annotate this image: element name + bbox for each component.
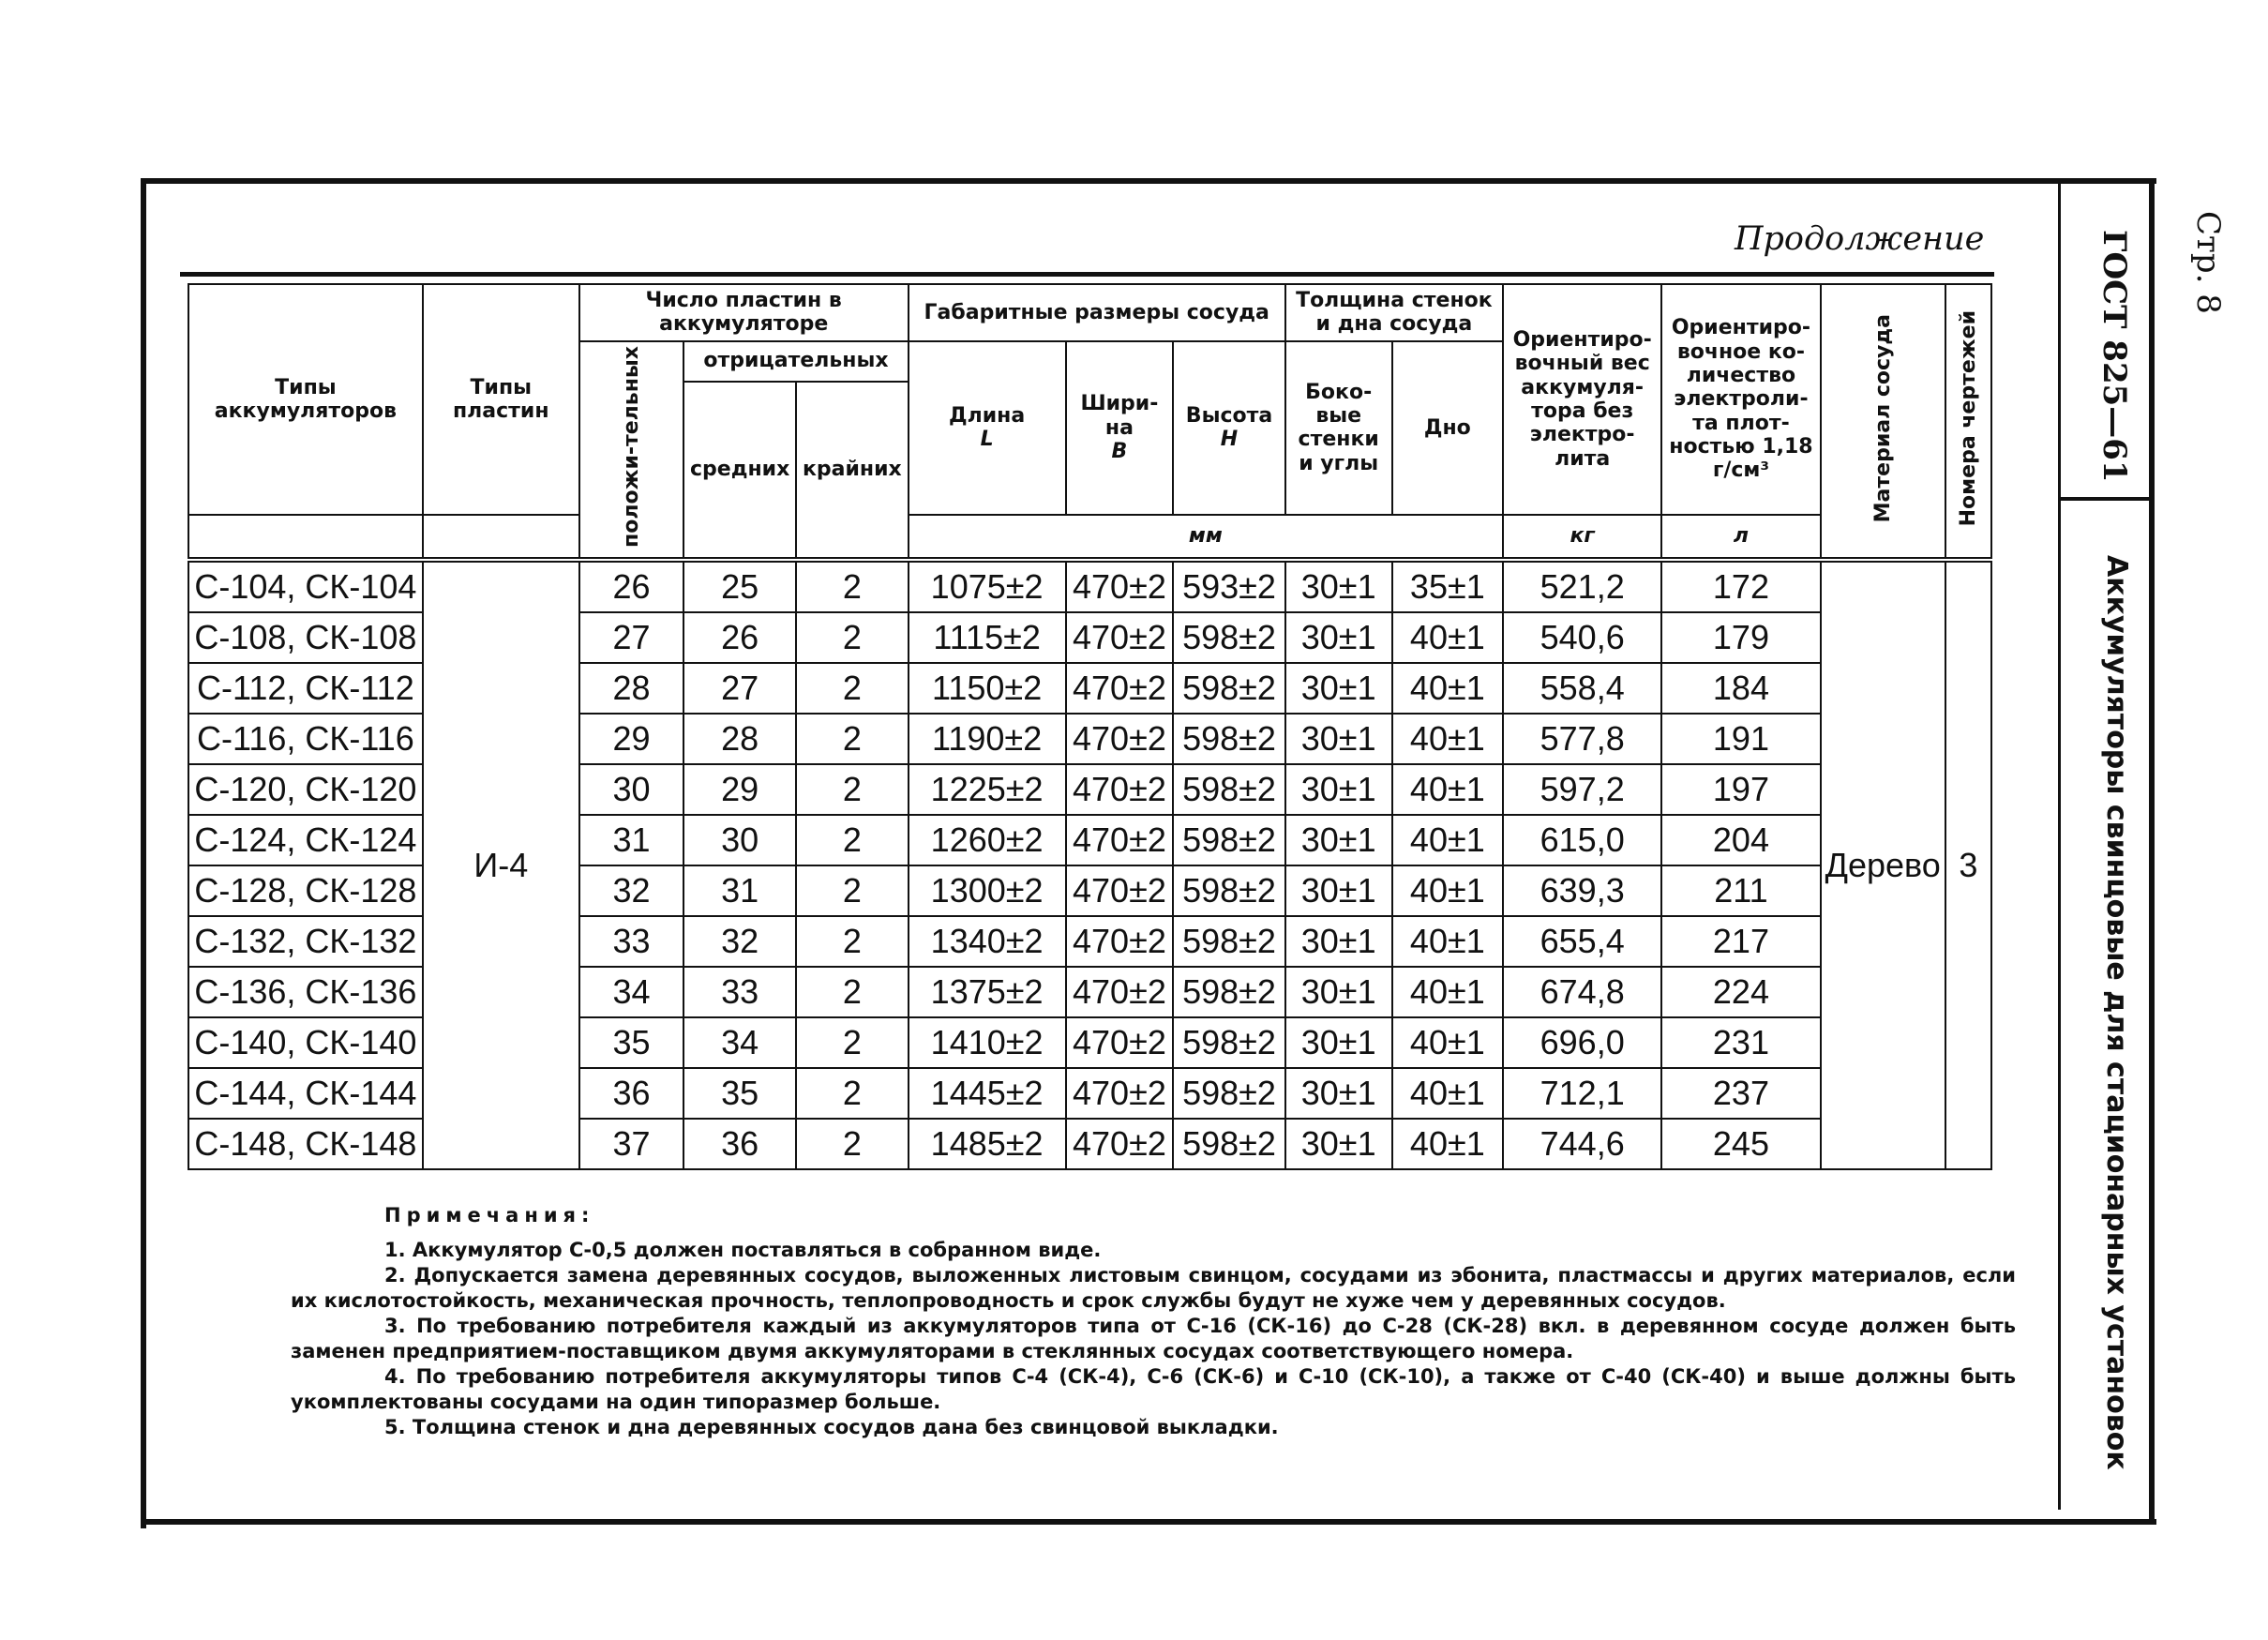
side-walls-cell: 30±1	[1285, 612, 1392, 663]
bottom-cell: 40±1	[1392, 714, 1503, 764]
batteries-table	[188, 283, 1992, 1170]
weight-cell: 521,2	[1503, 560, 1661, 612]
weight-cell: 540,6	[1503, 612, 1661, 663]
positive-cell: 32	[579, 865, 684, 916]
battery-type-cell: С-124, СК-124	[188, 815, 423, 865]
side-walls-cell: 30±1	[1285, 560, 1392, 612]
notes-section	[291, 1203, 2016, 1440]
electrolyte-cell: 217	[1661, 916, 1820, 967]
header-material	[1821, 284, 1945, 560]
bottom-cell: 40±1	[1392, 916, 1503, 967]
battery-type-cell: С-136, СК-136	[188, 967, 423, 1017]
outer-cell: 2	[796, 1017, 909, 1068]
frame-bottom-line	[141, 1519, 2156, 1525]
length-cell: 1260±2	[909, 815, 1066, 865]
positive-cell: 29	[579, 714, 684, 764]
electrolyte-cell: 184	[1661, 663, 1820, 714]
bottom-cell: 40±1	[1392, 865, 1503, 916]
weight-cell: 639,3	[1503, 865, 1661, 916]
middle-cell: 35	[683, 1068, 796, 1119]
middle-cell: 29	[683, 764, 796, 815]
electrolyte-cell: 172	[1661, 560, 1820, 612]
bottom-cell: 40±1	[1392, 663, 1503, 714]
outer-cell: 2	[796, 916, 909, 967]
length-cell: 1150±2	[909, 663, 1066, 714]
battery-type-cell: С-140, СК-140	[188, 1017, 423, 1068]
weight-cell: 712,1	[1503, 1068, 1661, 1119]
height-cell: 598±2	[1173, 1119, 1284, 1169]
note-item: 1. Аккумулятор С-0,5 должен поставляться в собранном виде.	[384, 1239, 1102, 1261]
header-middle: средних	[683, 382, 796, 560]
header-dimensions: Габаритные размеры сосуда	[909, 284, 1285, 341]
length-cell: 1375±2	[909, 967, 1066, 1017]
header-drawing-text: Номера чертежей	[1956, 309, 1980, 526]
length-cell: 1340±2	[909, 916, 1066, 967]
header-units-row	[188, 515, 1991, 560]
document-subtitle: Аккумуляторы свинцовые для стационарных установок	[2100, 555, 2133, 1470]
frame-right-line	[2149, 178, 2155, 1525]
weight-cell: 577,8	[1503, 714, 1661, 764]
positive-cell: 31	[579, 815, 684, 865]
table-row	[188, 560, 1991, 612]
bottom-cell: 40±1	[1392, 1119, 1503, 1169]
height-cell: 598±2	[1173, 1068, 1284, 1119]
header-length	[909, 341, 1066, 515]
header-bottom: Дно	[1392, 341, 1503, 515]
outer-cell: 2	[796, 1068, 909, 1119]
positive-cell: 33	[579, 916, 684, 967]
header-battery-types: Типы аккумуляторов	[188, 284, 423, 515]
electrolyte-cell: 224	[1661, 967, 1820, 1017]
width-cell: 470±2	[1066, 663, 1174, 714]
drawing-cell: 3	[1945, 560, 1991, 1169]
side-walls-cell: 30±1	[1285, 815, 1392, 865]
middle-cell: 33	[683, 967, 796, 1017]
width-cell: 470±2	[1066, 1119, 1174, 1169]
header-height	[1173, 341, 1284, 515]
width-cell: 470±2	[1066, 612, 1174, 663]
note-item: 5. Толщина стенок и дна деревянных сосудов дана без свинцовой выкладки.	[384, 1416, 1279, 1438]
positive-cell: 26	[579, 560, 684, 612]
header-width	[1066, 341, 1174, 515]
length-cell: 1075±2	[909, 560, 1066, 612]
width-cell: 470±2	[1066, 916, 1174, 967]
middle-cell: 30	[683, 815, 796, 865]
width-cell: 470±2	[1066, 764, 1174, 815]
weight-cell: 615,0	[1503, 815, 1661, 865]
bottom-cell: 40±1	[1392, 967, 1503, 1017]
material-cell: Дерево	[1821, 560, 1945, 1169]
positive-cell: 27	[579, 612, 684, 663]
weight-cell: 655,4	[1503, 916, 1661, 967]
page-number: Стр. 8	[2189, 211, 2227, 314]
header-width-symbol: B	[1111, 439, 1128, 463]
frame-left-line	[141, 178, 146, 1528]
weight-cell: 597,2	[1503, 764, 1661, 815]
notes-heading: Примечания:	[384, 1204, 595, 1226]
outer-cell: 2	[796, 865, 909, 916]
width-cell: 470±2	[1066, 815, 1174, 865]
units-empty-2	[423, 515, 579, 560]
bottom-cell: 40±1	[1392, 612, 1503, 663]
length-cell: 1410±2	[909, 1017, 1066, 1068]
electrolyte-cell: 237	[1661, 1068, 1820, 1119]
side-divider-line	[2058, 178, 2061, 1510]
battery-type-cell: С-144, СК-144	[188, 1068, 423, 1119]
length-cell: 1225±2	[909, 764, 1066, 815]
electrolyte-cell: 231	[1661, 1017, 1820, 1068]
note-item: 4. По требованию потребителя аккумуляторы типов С-4 (СК-4), С-6 (СК-6) и С-10 (СК-10), а также от С-40 (СК-40) и выше должны быть укомплектованы сосудами на один типоразмер больше.	[291, 1365, 2016, 1413]
header-height-symbol: H	[1220, 428, 1239, 452]
header-material-text: Материал сосуда	[1870, 313, 1895, 522]
length-cell: 1485±2	[909, 1119, 1066, 1169]
unit-kg: кг	[1503, 515, 1661, 560]
height-cell: 598±2	[1173, 714, 1284, 764]
outer-cell: 2	[796, 612, 909, 663]
height-cell: 598±2	[1173, 967, 1284, 1017]
width-cell: 470±2	[1066, 967, 1174, 1017]
header-length-label: Длина	[949, 403, 1026, 428]
middle-cell: 26	[683, 612, 796, 663]
header-row-1	[188, 284, 1991, 341]
height-cell: 593±2	[1173, 560, 1284, 612]
length-cell: 1445±2	[909, 1068, 1066, 1119]
header-outer: крайних	[796, 382, 909, 560]
header-positive	[579, 341, 684, 560]
battery-type-cell: С-132, СК-132	[188, 916, 423, 967]
note-item: 3. По требованию потребителя каждый из аккумуляторов типа от С-16 (СК-16) до С-28 (СК-28) вкл. в деревянном сосуде должен быть заменен предприятием-поставщиком двумя аккумуляторами в стеклянных сосудах соответствующего номера.	[291, 1315, 2016, 1362]
height-cell: 598±2	[1173, 1017, 1284, 1068]
height-cell: 598±2	[1173, 865, 1284, 916]
electrolyte-cell: 197	[1661, 764, 1820, 815]
positive-cell: 34	[579, 967, 684, 1017]
outer-cell: 2	[796, 1119, 909, 1169]
width-cell: 470±2	[1066, 1068, 1174, 1119]
electrolyte-cell: 211	[1661, 865, 1820, 916]
outer-cell: 2	[796, 764, 909, 815]
header-thickness: Толщина стенок и дна сосуда	[1285, 284, 1503, 341]
bottom-cell: 40±1	[1392, 1017, 1503, 1068]
positive-cell: 36	[579, 1068, 684, 1119]
middle-cell: 34	[683, 1017, 796, 1068]
battery-type-cell: С-104, СК-104	[188, 560, 423, 612]
header-plates-count: Число пластин в аккумуляторе	[579, 284, 909, 341]
electrolyte-cell: 245	[1661, 1119, 1820, 1169]
battery-type-cell: С-108, СК-108	[188, 612, 423, 663]
width-cell: 470±2	[1066, 714, 1174, 764]
table-top-rule	[180, 272, 1994, 277]
middle-cell: 25	[683, 560, 796, 612]
outer-cell: 2	[796, 967, 909, 1017]
bottom-cell: 35±1	[1392, 560, 1503, 612]
side-walls-cell: 30±1	[1285, 1068, 1392, 1119]
electrolyte-cell: 191	[1661, 714, 1820, 764]
outer-cell: 2	[796, 714, 909, 764]
width-cell: 470±2	[1066, 865, 1174, 916]
continuation-label: Продолжение	[1735, 220, 1985, 258]
unit-mm: мм	[909, 515, 1503, 560]
battery-type-cell: С-128, СК-128	[188, 865, 423, 916]
header-height-label: Высота	[1185, 403, 1273, 428]
electrolyte-cell: 179	[1661, 612, 1820, 663]
note-item: 2. Допускается замена деревянных сосудов, выложенных листовым свинцом, сосудами из эбонита, пластмассы и других материалов, если их кислотостойкость, механическая прочность, теплопроводность и срок службы будут не хуже чем у деревянных сосудов.	[291, 1264, 2016, 1312]
header-length-symbol: L	[980, 428, 994, 452]
battery-type-cell: С-112, СК-112	[188, 663, 423, 714]
units-empty-1	[188, 515, 423, 560]
header-weight: Ориентиро-вочный вес аккумуля-тора без электро-лита	[1503, 284, 1661, 515]
weight-cell: 674,8	[1503, 967, 1661, 1017]
positive-cell: 35	[579, 1017, 684, 1068]
electrolyte-cell: 204	[1661, 815, 1820, 865]
outer-cell: 2	[796, 560, 909, 612]
side-walls-cell: 30±1	[1285, 714, 1392, 764]
middle-cell: 36	[683, 1119, 796, 1169]
header-drawing-no	[1945, 284, 1991, 560]
positive-cell: 37	[579, 1119, 684, 1169]
frame-top-line	[141, 178, 2156, 184]
gost-standard-title: ГОСТ 825—61	[2095, 230, 2133, 483]
side-walls-cell: 30±1	[1285, 916, 1392, 967]
length-cell: 1115±2	[909, 612, 1066, 663]
positive-cell: 28	[579, 663, 684, 714]
weight-cell: 744,6	[1503, 1119, 1661, 1169]
side-walls-cell: 30±1	[1285, 865, 1392, 916]
side-walls-cell: 30±1	[1285, 764, 1392, 815]
side-walls-cell: 30±1	[1285, 967, 1392, 1017]
bottom-cell: 40±1	[1392, 1068, 1503, 1119]
weight-cell: 696,0	[1503, 1017, 1661, 1068]
header-negative: отрицательных	[683, 341, 908, 382]
middle-cell: 31	[683, 865, 796, 916]
height-cell: 598±2	[1173, 815, 1284, 865]
side-walls-cell: 30±1	[1285, 1017, 1392, 1068]
bottom-cell: 40±1	[1392, 764, 1503, 815]
middle-cell: 28	[683, 714, 796, 764]
bottom-cell: 40±1	[1392, 815, 1503, 865]
height-cell: 598±2	[1173, 663, 1284, 714]
width-cell: 470±2	[1066, 1017, 1174, 1068]
battery-type-cell: С-116, СК-116	[188, 714, 423, 764]
width-cell: 470±2	[1066, 560, 1174, 612]
side-walls-cell: 30±1	[1285, 663, 1392, 714]
header-width-label: Шири-на	[1080, 392, 1159, 440]
side-walls-cell: 30±1	[1285, 1119, 1392, 1169]
positive-cell: 30	[579, 764, 684, 815]
height-cell: 598±2	[1173, 764, 1284, 815]
middle-cell: 32	[683, 916, 796, 967]
header-plate-types: Типы пластин	[423, 284, 579, 515]
header-electrolyte: Ориентиро-вочное ко-личество электроли-та плот-ностью 1,18 г/см³	[1661, 284, 1820, 515]
battery-type-cell: С-148, СК-148	[188, 1119, 423, 1169]
height-cell: 598±2	[1173, 612, 1284, 663]
length-cell: 1190±2	[909, 714, 1066, 764]
outer-cell: 2	[796, 663, 909, 714]
length-cell: 1300±2	[909, 865, 1066, 916]
weight-cell: 558,4	[1503, 663, 1661, 714]
outer-cell: 2	[796, 815, 909, 865]
header-positive-text: положи-тельных	[619, 345, 643, 548]
battery-type-cell: С-120, СК-120	[188, 764, 423, 815]
header-side-walls: Боко-вые стенки и углы	[1285, 341, 1392, 515]
side-separator-line	[2061, 497, 2149, 501]
middle-cell: 27	[683, 663, 796, 714]
height-cell: 598±2	[1173, 916, 1284, 967]
unit-l: л	[1661, 515, 1820, 560]
plate-type-cell: И-4	[423, 560, 579, 1169]
